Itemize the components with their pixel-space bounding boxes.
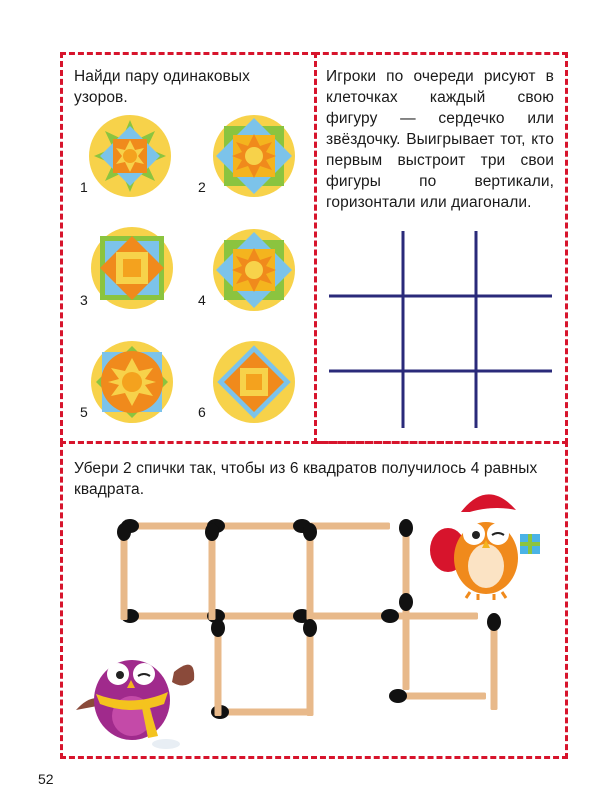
pattern-1 — [86, 112, 174, 200]
game-rules-text: Игроки по очереди рисуют в клеточках каждый свою фигуру — сердечко или звёздочку. Выигрывает тот, кто первым выстроит три свои фигуры по вертикали, горизонтали или диагонали. — [326, 68, 554, 211]
matches-task-text: Убери 2 спички так, чтобы из 6 квадратов получилось 4 равных квадрата. — [74, 460, 538, 498]
pattern-number-5: 5 — [80, 404, 88, 420]
tic-tac-toe-grid — [326, 228, 554, 432]
pattern-4 — [210, 226, 298, 314]
pattern-3 — [88, 224, 176, 312]
pattern-number-6: 6 — [198, 404, 206, 420]
pattern-2 — [210, 112, 298, 200]
pattern-number-3: 3 — [80, 292, 88, 308]
pattern-number-4: 4 — [198, 292, 206, 308]
pattern-number-1: 1 — [80, 179, 88, 195]
pattern-number-2: 2 — [198, 179, 206, 195]
pattern-6 — [210, 338, 298, 426]
scarf-owl-illustration — [66, 632, 202, 750]
page-number: 52 — [38, 771, 54, 787]
pattern-task-text: Найди пару одинаковых узоров. — [74, 68, 250, 106]
pattern-5 — [88, 338, 176, 426]
santa-owl-illustration — [428, 478, 548, 602]
